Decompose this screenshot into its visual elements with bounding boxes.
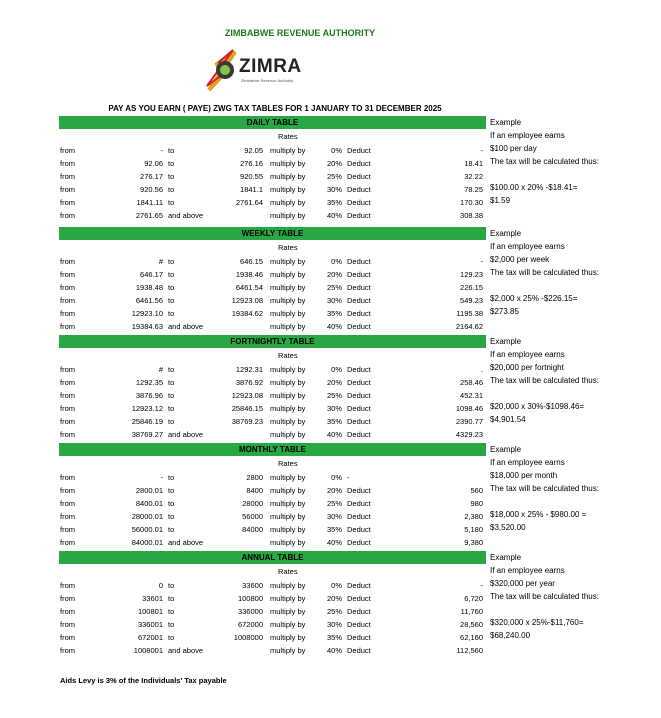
table-cell-pct: 25%	[326, 283, 342, 292]
example-line: Example	[490, 118, 522, 127]
table-cell-mult: multiply by	[270, 159, 306, 168]
example-line: $2,000 x 25% -$226.15=	[490, 294, 578, 303]
table-cell-hi: 1292.31	[235, 365, 263, 374]
table-cell-amt: 78.25	[464, 185, 483, 194]
table-cell-to: to	[168, 594, 175, 603]
table-cell-deduct: Deduct	[347, 404, 371, 413]
table-cell-hi: 336000	[237, 607, 263, 616]
table-cell-to: to	[168, 257, 175, 266]
table-cell-mult: multiply by	[270, 172, 306, 181]
table-cell-from: from	[60, 146, 75, 155]
table-cell-amt: -	[480, 146, 483, 155]
table-cell-pct: 30%	[326, 512, 342, 521]
table-cell-deduct: Deduct	[347, 499, 371, 508]
table-cell-hi: 646.15	[240, 257, 263, 266]
table-cell-pct: 25%	[326, 391, 342, 400]
table-cell-lo: 336001	[137, 620, 163, 629]
table-cell-to: to	[168, 198, 175, 207]
table-cell-lo: 100801	[137, 607, 163, 616]
table-header-band: WEEKLY TABLE	[59, 227, 486, 240]
example-line: $68,240.00	[490, 631, 531, 640]
table-cell-mult: multiply by	[270, 257, 306, 266]
table-cell-mult: multiply by	[270, 404, 306, 413]
table-cell-hi: 1938.46	[235, 270, 263, 279]
table-header-band: DAILY TABLE	[59, 116, 486, 129]
table-cell-lo: 28000.01	[131, 512, 163, 521]
table-cell-deduct: Deduct	[347, 525, 371, 534]
table-cell-amt: 258.46	[460, 378, 483, 387]
table-cell-hi: 12923.08	[231, 391, 263, 400]
table-cell-hi: 2800	[246, 473, 263, 482]
table-cell-lo: 1938.48	[135, 283, 163, 292]
table-cell-amt: 1195.38	[456, 309, 483, 318]
table-cell-deduct: Deduct	[347, 296, 371, 305]
table-cell-deduct: Deduct	[347, 512, 371, 521]
table-cell-amt: 28,560	[460, 620, 483, 629]
table-cell-amt: 18.41	[464, 159, 483, 168]
table-cell-amt: 6,720	[464, 594, 483, 603]
table-cell-to: to	[168, 172, 175, 181]
table-cell-pct: 20%	[326, 270, 342, 279]
table-cell-from: from	[60, 473, 75, 482]
table-cell-to: to	[168, 620, 175, 629]
table-cell-from: from	[60, 512, 75, 521]
table-cell-to: and above	[168, 646, 204, 655]
table-cell-pct: 35%	[326, 417, 342, 426]
table-cell-amt: 2164.62	[455, 322, 483, 331]
table-cell-hi: 56000	[242, 512, 263, 521]
table-cell-to: to	[168, 512, 175, 521]
example-line: $273.85	[490, 307, 519, 316]
table-cell-from: from	[60, 633, 75, 642]
table-cell-hi: 33600	[242, 581, 263, 590]
table-cell-to: and above	[168, 538, 204, 547]
rates-label: Rates	[278, 132, 298, 141]
table-cell-amt: 2390.77	[455, 417, 483, 426]
table-cell-lo: 672001	[137, 633, 163, 642]
table-cell-deduct: Deduct	[347, 486, 371, 495]
table-cell-mult: multiply by	[270, 486, 306, 495]
table-cell-pct: 30%	[326, 185, 342, 194]
table-cell-from: from	[60, 417, 75, 426]
table-cell-deduct: Deduct	[347, 620, 371, 629]
example-line: $18,000 x 25% - $980.00 =	[490, 510, 587, 519]
table-cell-amt: .	[480, 365, 483, 374]
table-cell-amt: -	[480, 581, 483, 590]
table-cell-pct: 0%	[331, 146, 342, 155]
table-cell-hi: 92.05	[244, 146, 263, 155]
table-cell-pct: 20%	[326, 159, 342, 168]
example-line: If an employee earns	[490, 131, 565, 140]
table-cell-mult: multiply by	[270, 417, 306, 426]
table-cell-mult: multiply by	[270, 594, 306, 603]
table-cell-from: from	[60, 283, 75, 292]
rates-label: Rates	[278, 351, 298, 360]
table-cell-lo: 1292.35	[135, 378, 163, 387]
table-cell-mult: multiply by	[270, 473, 306, 482]
table-cell-deduct: Deduct	[347, 365, 371, 374]
table-cell-lo: 12923.12	[131, 404, 163, 413]
table-cell-hi: 28000	[242, 499, 263, 508]
table-cell-to: to	[168, 499, 175, 508]
table-cell-pct: 30%	[326, 404, 342, 413]
example-line: The tax will be calculated thus:	[490, 157, 599, 166]
table-cell-from: from	[60, 309, 75, 318]
table-cell-deduct: Deduct	[347, 185, 371, 194]
table-cell-amt: 308.38	[460, 211, 483, 220]
table-cell-lo: 2761.65	[135, 211, 163, 220]
example-line: $1.59	[490, 196, 511, 205]
table-cell-from: from	[60, 607, 75, 616]
table-cell-lo: #	[158, 365, 163, 374]
table-cell-mult: multiply by	[270, 620, 306, 629]
table-cell-pct: 20%	[326, 594, 342, 603]
table-cell-lo: 25846.19	[131, 417, 163, 426]
table-cell-mult: multiply by	[270, 296, 306, 305]
table-cell-from: from	[60, 404, 75, 413]
table-cell-pct: 40%	[326, 322, 342, 331]
table-cell-to: to	[168, 391, 175, 400]
table-cell-from: from	[60, 257, 75, 266]
table-cell-to: to	[168, 365, 175, 374]
table-cell-amt: 549.23	[460, 296, 483, 305]
table-cell-hi: 8400	[246, 486, 263, 495]
table-cell-pct: 40%	[326, 430, 342, 439]
example-line: Example	[490, 445, 522, 454]
table-cell-deduct: Deduct	[347, 211, 371, 220]
table-cell-to: to	[168, 581, 175, 590]
table-cell-from: from	[60, 185, 75, 194]
table-cell-mult: multiply by	[270, 581, 306, 590]
table-cell-mult: multiply by	[270, 525, 306, 534]
table-cell-lo: 646.17	[140, 270, 163, 279]
table-cell-lo: #	[158, 257, 163, 266]
table-cell-from: from	[60, 525, 75, 534]
table-cell-lo: 8400.01	[135, 499, 163, 508]
table-cell-amt: -	[480, 257, 483, 266]
table-cell-to: to	[168, 417, 175, 426]
example-line: If an employee earns	[490, 242, 565, 251]
table-cell-to: to	[168, 404, 175, 413]
table-cell-mult: multiply by	[270, 185, 306, 194]
table-cell-to: to	[168, 283, 175, 292]
table-cell-to: to	[168, 607, 175, 616]
table-cell-deduct: Deduct	[347, 607, 371, 616]
table-cell-from: from	[60, 159, 75, 168]
table-cell-from: from	[60, 620, 75, 629]
table-cell-pct: 0%	[331, 365, 342, 374]
example-line: $20,000 per fortnight	[490, 363, 564, 372]
table-cell-pct: 25%	[326, 607, 342, 616]
table-cell-pct: 40%	[326, 646, 342, 655]
table-cell-lo: 38769.27	[131, 430, 163, 439]
table-cell-to: and above	[168, 322, 204, 331]
table-cell-hi: 100800	[237, 594, 263, 603]
table-cell-from: from	[60, 322, 75, 331]
table-cell-hi: 38769.23	[231, 417, 263, 426]
authority-title: ZIMBABWE REVENUE AUTHORITY	[224, 28, 376, 38]
table-cell-amt: 980	[470, 499, 483, 508]
table-cell-mult: multiply by	[270, 146, 306, 155]
table-cell-mult: multiply by	[270, 365, 306, 374]
logo-subtitle: Zimbabwe Revenue Authority	[241, 78, 294, 83]
table-cell-mult: multiply by	[270, 309, 306, 318]
table-cell-deduct: Deduct	[347, 283, 371, 292]
table-cell-pct: 0%	[331, 257, 342, 266]
table-cell-to: to	[168, 270, 175, 279]
table-cell-to: to	[168, 473, 175, 482]
table-cell-mult: multiply by	[270, 538, 306, 547]
table-cell-pct: 40%	[326, 538, 342, 547]
table-cell-hi: 2761.64	[235, 198, 263, 207]
table-cell-from: from	[60, 594, 75, 603]
table-cell-hi: 276.16	[240, 159, 263, 168]
table-cell-from: from	[60, 581, 75, 590]
example-line: $20,000 x 30%-$1098.46=	[490, 402, 585, 411]
table-cell-pct: 0%	[331, 473, 342, 482]
table-header-band: FORTNIGHTLY TABLE	[59, 335, 486, 348]
table-cell-amt: 1098.46	[455, 404, 483, 413]
table-cell-mult: multiply by	[270, 512, 306, 521]
table-cell-from: from	[60, 198, 75, 207]
table-cell-mult: multiply by	[270, 378, 306, 387]
table-cell-lo: 84000.01	[131, 538, 163, 547]
document-heading: PAY AS YOU EARN ( PAYE) ZWG TAX TABLES FOR 1 JANUARY TO 31 DECEMBER 2025	[108, 104, 442, 113]
table-cell-deduct: -	[347, 473, 350, 482]
table-cell-deduct: Deduct	[347, 594, 371, 603]
table-cell-mult: multiply by	[270, 430, 306, 439]
table-cell-deduct: Deduct	[347, 159, 371, 168]
table-cell-lo: 3876.96	[135, 391, 163, 400]
table-cell-lo: 1841.11	[136, 198, 163, 207]
table-cell-from: from	[60, 378, 75, 387]
table-cell-amt: 62,160	[460, 633, 483, 642]
table-cell-to: to	[168, 309, 175, 318]
example-line: $320,000 per year	[490, 579, 555, 588]
table-cell-pct: 20%	[326, 378, 342, 387]
table-cell-hi: 25846.15	[231, 404, 263, 413]
table-cell-pct: 35%	[326, 525, 342, 534]
table-cell-hi: 1008000	[233, 633, 263, 642]
table-cell-hi: 84000	[242, 525, 263, 534]
table-cell-lo: -	[160, 473, 163, 482]
table-cell-hi: 6461.54	[235, 283, 263, 292]
table-cell-mult: multiply by	[270, 607, 306, 616]
table-cell-amt: 129.23	[460, 270, 483, 279]
example-line: If an employee earns	[490, 566, 565, 575]
table-cell-lo: 276.17	[140, 172, 163, 181]
table-cell-to: to	[168, 486, 175, 495]
table-cell-lo: 920.56	[140, 185, 163, 194]
table-cell-mult: multiply by	[270, 270, 306, 279]
table-cell-amt: 112,560	[456, 646, 483, 655]
rates-label: Rates	[278, 459, 298, 468]
table-cell-from: from	[60, 499, 75, 508]
table-cell-pct: 30%	[326, 296, 342, 305]
table-header-band: ANNUAL TABLE	[59, 551, 486, 564]
table-cell-mult: multiply by	[270, 391, 306, 400]
table-cell-amt: 560	[470, 486, 483, 495]
table-cell-amt: 452.31	[460, 391, 483, 400]
table-cell-deduct: Deduct	[347, 378, 371, 387]
table-cell-amt: 2,380	[464, 512, 483, 521]
table-cell-hi: 12923.08	[231, 296, 263, 305]
aids-levy-note: Aids Levy is 3% of the Individuals' Tax payable	[60, 676, 227, 685]
example-line: If an employee earns	[490, 458, 565, 467]
table-cell-lo: 1008001	[133, 646, 163, 655]
table-cell-lo: 33601	[142, 594, 163, 603]
table-cell-deduct: Deduct	[347, 430, 371, 439]
table-cell-deduct: Deduct	[347, 270, 371, 279]
rates-label: Rates	[278, 243, 298, 252]
table-cell-amt: 32.22	[464, 172, 483, 181]
table-cell-to: to	[168, 159, 175, 168]
table-cell-from: from	[60, 172, 75, 181]
table-cell-deduct: Deduct	[347, 581, 371, 590]
table-cell-lo: 56000.01	[131, 525, 163, 534]
table-cell-lo: 6461.56	[135, 296, 163, 305]
table-cell-to: and above	[168, 211, 204, 220]
table-cell-lo: 12923.10	[131, 309, 163, 318]
table-cell-pct: 35%	[326, 198, 342, 207]
example-line: The tax will be calculated thus:	[490, 484, 599, 493]
example-line: If an employee earns	[490, 350, 565, 359]
table-cell-deduct: Deduct	[347, 146, 371, 155]
example-line: $320,000 x 25%-$11,760=	[490, 618, 584, 627]
table-cell-hi: 3876.92	[235, 378, 263, 387]
zimra-emblem-icon	[205, 46, 239, 96]
example-line: The tax will be calculated thus:	[490, 376, 599, 385]
zimra-logo	[205, 46, 305, 106]
example-line: $3,520.00	[490, 523, 526, 532]
table-cell-lo: -	[160, 146, 163, 155]
table-cell-lo: 0	[158, 581, 163, 590]
table-cell-amt: 4329.23	[455, 430, 483, 439]
table-cell-hi: 920.55	[240, 172, 263, 181]
table-cell-mult: multiply by	[270, 646, 306, 655]
table-cell-pct: 40%	[326, 211, 342, 220]
table-cell-mult: multiply by	[270, 322, 306, 331]
table-cell-mult: multiply by	[270, 633, 306, 642]
table-cell-deduct: Deduct	[347, 309, 371, 318]
example-line: Example	[490, 337, 522, 346]
table-cell-from: from	[60, 211, 75, 220]
table-cell-from: from	[60, 430, 75, 439]
example-line: Example	[490, 553, 522, 562]
table-cell-to: to	[168, 185, 175, 194]
rates-label: Rates	[278, 567, 298, 576]
table-cell-pct: 30%	[326, 620, 342, 629]
table-cell-lo: 2800.01	[135, 486, 163, 495]
example-line: $18,000 per month	[490, 471, 558, 480]
table-cell-from: from	[60, 538, 75, 547]
table-cell-to: and above	[168, 430, 204, 439]
table-cell-deduct: Deduct	[347, 198, 371, 207]
table-cell-pct: 35%	[326, 633, 342, 642]
table-cell-deduct: Deduct	[347, 172, 371, 181]
table-cell-from: from	[60, 486, 75, 495]
table-cell-from: from	[60, 646, 75, 655]
table-cell-amt: 11,760	[460, 607, 483, 616]
table-cell-pct: 25%	[326, 172, 342, 181]
table-cell-mult: multiply by	[270, 283, 306, 292]
table-cell-from: from	[60, 270, 75, 279]
example-line: $100 per day	[490, 144, 537, 153]
table-cell-mult: multiply by	[270, 198, 306, 207]
table-cell-amt: 170.30	[460, 198, 483, 207]
table-cell-lo: 92.06	[144, 159, 163, 168]
table-cell-from: from	[60, 391, 75, 400]
table-cell-hi: 1841.1	[240, 185, 263, 194]
example-line: Example	[490, 229, 522, 238]
table-cell-to: to	[168, 146, 175, 155]
table-cell-deduct: Deduct	[347, 417, 371, 426]
table-cell-pct: 35%	[326, 309, 342, 318]
table-cell-deduct: Deduct	[347, 322, 371, 331]
table-cell-deduct: Deduct	[347, 257, 371, 266]
table-cell-hi: 19384.62	[231, 309, 263, 318]
table-cell-deduct: Deduct	[347, 391, 371, 400]
example-line: $100.00 x 20% -$18.41=	[490, 183, 578, 192]
table-cell-pct: 25%	[326, 499, 342, 508]
table-cell-amt: 5,180	[464, 525, 483, 534]
table-cell-to: to	[168, 296, 175, 305]
example-line: $4,901.54	[490, 415, 526, 424]
table-cell-mult: multiply by	[270, 211, 306, 220]
table-cell-amt: 9,380	[464, 538, 483, 547]
logo-wordmark: ZIMRA	[239, 56, 302, 77]
table-cell-from: from	[60, 365, 75, 374]
table-cell-to: to	[168, 525, 175, 534]
table-cell-deduct: Deduct	[347, 633, 371, 642]
example-line: $2,000 per week	[490, 255, 550, 264]
table-cell-from: from	[60, 296, 75, 305]
table-cell-deduct: Deduct	[347, 538, 371, 547]
example-line: The tax will be calculated thus:	[490, 268, 599, 277]
table-cell-pct: 20%	[326, 486, 342, 495]
table-cell-hi: 672000	[237, 620, 263, 629]
table-cell-pct: 0%	[331, 581, 342, 590]
table-cell-amt: 226.15	[460, 283, 483, 292]
table-cell-to: to	[168, 378, 175, 387]
table-cell-lo: 19384.63	[131, 322, 163, 331]
table-cell-deduct: Deduct	[347, 646, 371, 655]
table-cell-to: to	[168, 633, 175, 642]
table-header-band: MONTHLY TABLE	[59, 443, 486, 456]
table-cell-mult: multiply by	[270, 499, 306, 508]
example-line: The tax will be calculated thus:	[490, 592, 599, 601]
